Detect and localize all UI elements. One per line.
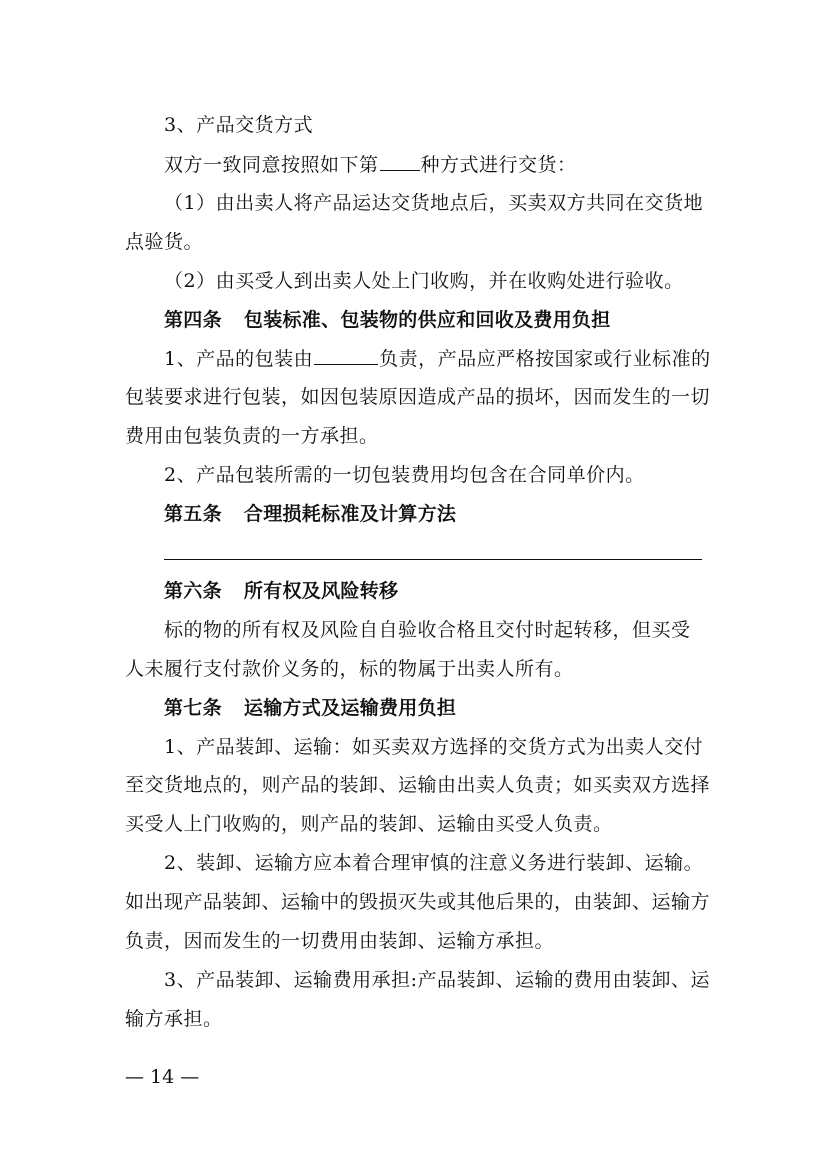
paragraph-line: 买受人上门收购的，则产品的装卸、运输由买受人负责。 — [125, 813, 613, 835]
article-heading — [164, 578, 398, 604]
fill-blank[interactable] — [314, 346, 378, 365]
paragraph-line: 包装要求进行包装，如因包装原因造成产品的损坏，因而发生的一切 — [125, 386, 711, 408]
article-heading — [164, 307, 611, 333]
paragraph-line — [164, 152, 577, 178]
paragraph-line: 人未履行支付款价义务的，标的物属于出卖人所有。 — [125, 658, 574, 680]
article-number: 第七条 — [164, 697, 222, 719]
article-title: 合理损耗标准及计算方法 — [243, 503, 457, 525]
paragraph-line: 1、产品装卸、运输：如买卖双方选择的交货方式为出卖人交付 — [164, 736, 704, 758]
paragraph-line: 点验货。 — [125, 231, 204, 253]
paragraph-line: （2）由买受人到出卖人处上门收购，并在收购处进行验收。 — [164, 270, 684, 292]
fill-line[interactable] — [164, 559, 702, 560]
text-run: 双方一致同意按照如下第 — [164, 154, 379, 176]
paragraph-line: 标的物的所有权及风险自自验收合格且交付时起转移，但买受 — [164, 619, 691, 641]
fill-blank[interactable] — [380, 152, 420, 171]
article-title: 所有权及风险转移 — [243, 580, 399, 602]
article-heading — [164, 695, 456, 721]
article-title: 包装标准、包装物的供应和回收及费用负担 — [243, 309, 611, 331]
article-number: 第四条 — [164, 309, 222, 331]
paragraph-line: 至交货地点的，则产品的装卸、运输由出卖人负责；如买卖双方选择 — [125, 774, 711, 796]
article-number: 第五条 — [164, 503, 222, 525]
paragraph-line: （1）由出卖人将产品运达交货地点后，买卖双方共同在交货地 — [164, 192, 704, 214]
text-run: 负责，产品应严格按国家或行业标准的 — [379, 348, 711, 370]
article-title: 运输方式及运输费用负担 — [243, 697, 457, 719]
section-heading: 3、产品交货方式 — [164, 114, 314, 136]
text-run: 种方式进行交货： — [420, 154, 577, 176]
paragraph-line: 费用由包装负责的一方承担。 — [125, 425, 379, 447]
article-number: 第六条 — [164, 580, 222, 602]
paragraph-line: 2、产品包装所需的一切包装费用均包含在合同单价内。 — [164, 464, 645, 486]
page-number: — 14 — — [125, 1066, 200, 1088]
paragraph-line: 3、产品装卸、运输费用承担:产品装卸、运输的费用由装卸、运 — [164, 969, 710, 991]
paragraph-line — [164, 346, 711, 372]
paragraph-line: 如出现产品装卸、运输中的毁损灭失或其他后果的，由装卸、运输方 — [125, 891, 711, 913]
text-run: 1、产品的包装由 — [164, 348, 314, 370]
article-heading — [164, 501, 456, 527]
paragraph-line: 2、装卸、运输方应本着合理审慎的注意义务进行装卸、运输。 — [164, 852, 704, 874]
paragraph-line: 负责，因而发生的一切费用由装卸、运输方承担。 — [125, 930, 555, 952]
paragraph-line: 输方承担。 — [125, 1008, 223, 1030]
